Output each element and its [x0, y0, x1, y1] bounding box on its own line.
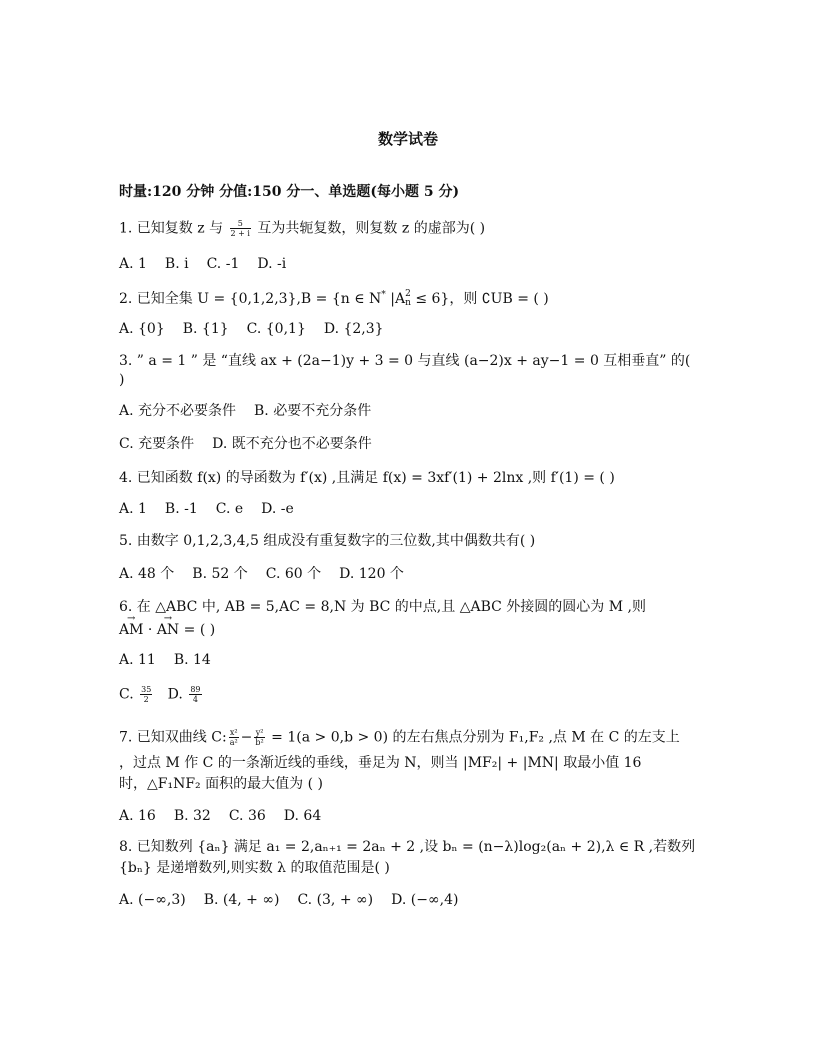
- exam-header-info: 时量:120 分钟 分值:150 分一、单选题(每小题 5 分): [119, 184, 460, 200]
- question-5: 5. 由数字 0,1,2,3,4,5 组成没有重复数字的三位数,其中偶数共有( ): [119, 533, 536, 549]
- question-7-text-post: = 1(a > 0,b > 0) 的左右焦点分别为 F₁,F₂ ,点 M 在 C 的左支上: [266, 729, 680, 746]
- question-4-options: [119, 500, 312, 518]
- question-7-text-pre: 7. 已知双曲线 C:: [119, 729, 227, 746]
- option-b: B. 32: [173, 808, 211, 824]
- subscript: n: [405, 298, 411, 308]
- question-1-options: [119, 255, 304, 273]
- question-7-line-2: ，过点 M 作 C 的一条渐近线的垂线，垂足为 N，则当 |MF₂| + |MN| 取最小值 16: [119, 755, 642, 771]
- option-a: A. 1: [119, 501, 147, 517]
- option-c: C. -1: [206, 256, 240, 272]
- question-7-options: [119, 807, 339, 825]
- question-4: 4. 已知函数 f(x) 的导函数为 f′(x) ,且满足 f(x) = 3xf′(1) + 2lnx ,则 f′(1) = ( ): [119, 470, 615, 486]
- option-d: D. (−∞,4): [391, 892, 459, 908]
- option-d-fraction: [189, 685, 201, 704]
- option-d: D. 120 个: [339, 566, 404, 582]
- question-6-continued: [119, 621, 215, 639]
- minus-sign: −: [240, 729, 253, 746]
- question-2-text-pre: 2. 已知全集 U = {0,1,2,3},B = {n ∈ N: [119, 291, 382, 307]
- option-b: B. 必要不充分条件: [254, 403, 372, 419]
- fraction-denominator: 4: [192, 695, 198, 704]
- question-5-options: [119, 565, 422, 583]
- question-1-fraction: [230, 219, 251, 238]
- dot-operator: ·: [143, 622, 157, 638]
- question-3-options-row-1: [119, 402, 389, 420]
- option-c: C. (3, + ∞): [297, 892, 374, 908]
- option-b: B. (4, + ∞): [203, 892, 280, 908]
- question-8: 8. 已知数列 {aₙ} 满足 a₁ = 2,aₙ₊₁ = 2aₙ + 2 ,设 bₙ = (n−λ)log₂(aₙ + 2),λ ∈ R ,若数列: [119, 839, 696, 855]
- superscript: *: [381, 290, 386, 300]
- option-a: A. {0}: [119, 321, 165, 337]
- question-2-text-post: ≤ 6}，则 ∁UB = ( ): [410, 291, 549, 307]
- question-7: [119, 728, 680, 747]
- question-1-text-pre: 1. 已知复数 z 与: [119, 220, 228, 237]
- fraction-denominator: b²: [255, 738, 264, 747]
- fraction-denominator: a²: [229, 738, 238, 747]
- vector-am: → AM: [119, 621, 143, 639]
- question-3-options-row-2: [119, 435, 390, 453]
- option-d: D. -e: [261, 501, 294, 517]
- option-a: A. 1: [119, 256, 147, 272]
- fraction-numerator: 89: [190, 685, 201, 694]
- option-a: A. 48 个: [119, 566, 175, 582]
- question-6-text-post: = ( ): [179, 622, 216, 638]
- option-b: B. 14: [173, 652, 211, 668]
- option-d: D. -i: [257, 256, 287, 272]
- vector-an: → AN: [157, 621, 179, 639]
- option-c: C. 充要条件: [119, 436, 195, 452]
- option-d-label: D.: [167, 686, 188, 703]
- fraction-y2-b2: [254, 728, 264, 747]
- fraction-denominator: 2 + i: [230, 229, 250, 238]
- question-6-options-row-1: [119, 651, 229, 669]
- question-3-continued: ): [119, 372, 125, 388]
- fraction-numerator: 35: [141, 685, 152, 694]
- superscript: 2: [405, 289, 411, 299]
- option-d: D. {2,3}: [323, 321, 384, 337]
- question-2-options: [119, 320, 402, 338]
- option-b: B. i: [164, 256, 189, 272]
- question-1: [119, 219, 485, 238]
- question-8-options: [119, 891, 476, 909]
- fraction-numerator: x²: [229, 728, 238, 737]
- option-a: A. 16: [119, 808, 156, 824]
- option-a: A. 11: [119, 652, 156, 668]
- option-d: D. 64: [283, 808, 322, 824]
- option-d: D. 既不充分也不必要条件: [212, 436, 372, 452]
- option-a: A. (−∞,3): [119, 892, 186, 908]
- question-6-options-row-2: [119, 685, 204, 704]
- question-2-text-mid: |A: [385, 291, 406, 307]
- option-c: C. e: [215, 501, 244, 517]
- option-b: B. 52 个: [192, 566, 248, 582]
- fraction-numerator: y²: [255, 728, 264, 737]
- question-3: 3. ” a = 1 ” 是 “直线 ax + (2a−1)y + 3 = 0 与直线 (a−2)x + ay−1 = 0 互相垂直” 的(: [119, 353, 691, 369]
- question-6: 6. 在 △ABC 中, AB = 5,AC = 8,N 为 BC 的中点,且 △ABC 外接圆的圆心为 M ,则: [119, 599, 646, 615]
- option-c: C. {0,1}: [246, 321, 306, 337]
- option-a: A. 充分不必要条件: [119, 403, 237, 419]
- option-b: B. -1: [164, 501, 198, 517]
- option-b: B. {1}: [182, 321, 229, 337]
- fraction-denominator: 2: [143, 695, 149, 704]
- fraction-numerator: 5: [230, 219, 251, 229]
- option-c: C. 60 个: [265, 566, 322, 582]
- fraction-x2-a2: [229, 728, 239, 747]
- page-title: 数学试卷: [377, 130, 438, 148]
- question-7-line-3: 时，△F₁NF₂ 面积的最大值为 ( ): [119, 776, 323, 792]
- question-2: [119, 286, 549, 308]
- option-c: C. 36: [228, 808, 266, 824]
- question-1-text-post: 互为共轭复数，则复数 z 的虚部为( ): [252, 220, 486, 237]
- option-c-label: C.: [119, 686, 139, 703]
- option-c-fraction: [140, 685, 152, 704]
- question-8-line-2: {bₙ} 是递增数列,则实数 λ 的取值范围是( ): [119, 860, 390, 876]
